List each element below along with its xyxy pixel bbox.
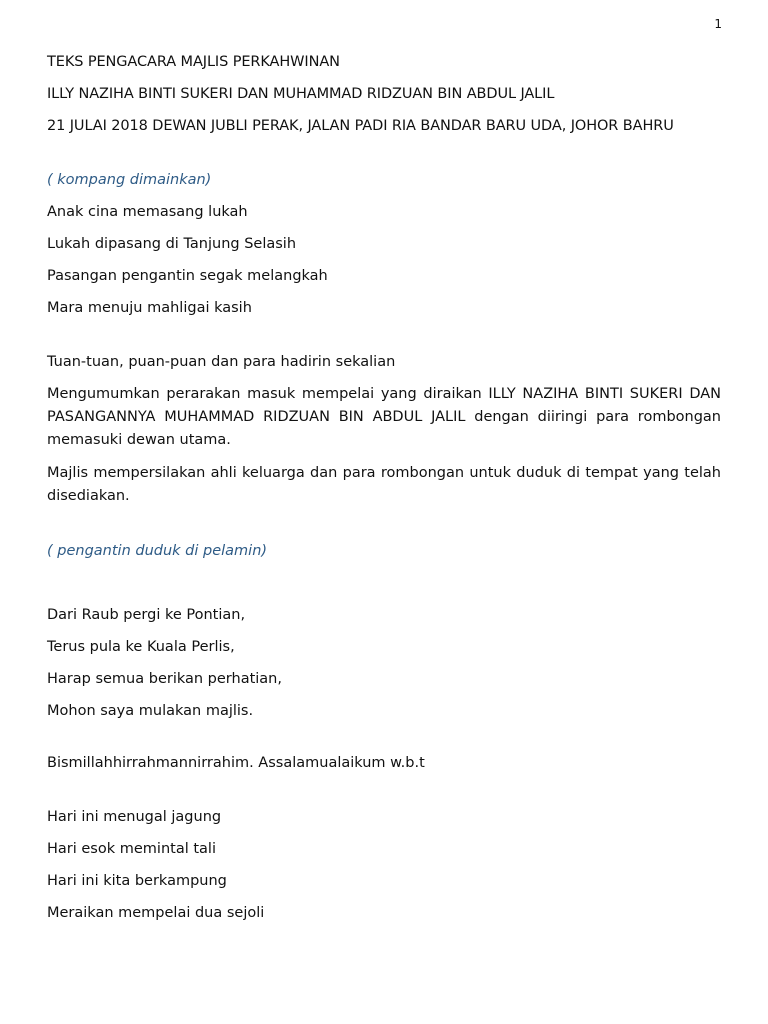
spacer: [47, 329, 721, 351]
couple-names: ILLY NAZIHA BINTI SUKERI DAN MUHAMMAD RIDZUAN BIN ABDUL JALIL: [47, 86, 555, 102]
stage-direction-kompang: ( kompang dimainkan): [47, 172, 212, 188]
spacer: [47, 518, 721, 540]
announcement-paragraph: Mengumumkan perarakan masuk mempelai yang diraikan ILLY NAZIHA BINTI SUKERI DAN PASANGANNYA MUHAMMAD RIDZUAN BIN ABDUL JALIL dengan diiringi para rombongan memasuki dewan utama.: [47, 386, 721, 448]
pantun-line: Anak cina memasang lukah: [47, 204, 248, 220]
pantun-line: Mara menuju mahligai kasih: [47, 300, 252, 316]
greeting-line: Tuan-tuan, puan-puan dan para hadirin sekalian: [47, 354, 396, 370]
pantun-line: Meraikan mempelai dua sejoli: [47, 905, 265, 921]
pantun-line: Mohon saya mulakan majlis.: [47, 703, 254, 719]
pantun-line: Hari ini kita berkampung: [47, 873, 227, 889]
date-venue: 21 JULAI 2018 DEWAN JUBLI PERAK, JALAN PADI RIA BANDAR BARU UDA, JOHOR BAHRU: [47, 118, 674, 134]
pantun-line: Harap semua berikan perhatian,: [47, 671, 282, 687]
invitation-paragraph: Majlis mempersilakan ahli keluarga dan para rombongan untuk duduk di tempat yang telah disediakan.: [47, 465, 721, 504]
pantun-line: Hari esok memintal tali: [47, 841, 216, 857]
pantun-line: Hari ini menugal jagung: [47, 809, 222, 825]
spacer: [47, 732, 721, 752]
pantun-line: Pasangan pengantin segak melangkah: [47, 268, 328, 284]
spacer: [47, 147, 721, 169]
pantun-line: Lukah dipasang di Tanjung Selasih: [47, 236, 297, 252]
pantun-1: [47, 201, 721, 319]
page-number: 1: [714, 17, 722, 31]
salam-line: Bismillahhirrahmannirrahim. Assalamualaikum w.b.t: [47, 755, 425, 771]
document-content: [47, 51, 721, 934]
pantun-line: Dari Raub pergi ke Pontian,: [47, 607, 246, 623]
pantun-line: Terus pula ke Kuala Perlis,: [47, 639, 235, 655]
stage-direction-pelamin: ( pengantin duduk di pelamin): [47, 543, 268, 559]
document-title: TEKS PENGACARA MAJLIS PERKAHWINAN: [47, 54, 340, 70]
pantun-2: [47, 604, 721, 722]
pantun-3: [47, 806, 721, 924]
spacer: [47, 572, 721, 604]
spacer: [47, 784, 721, 806]
